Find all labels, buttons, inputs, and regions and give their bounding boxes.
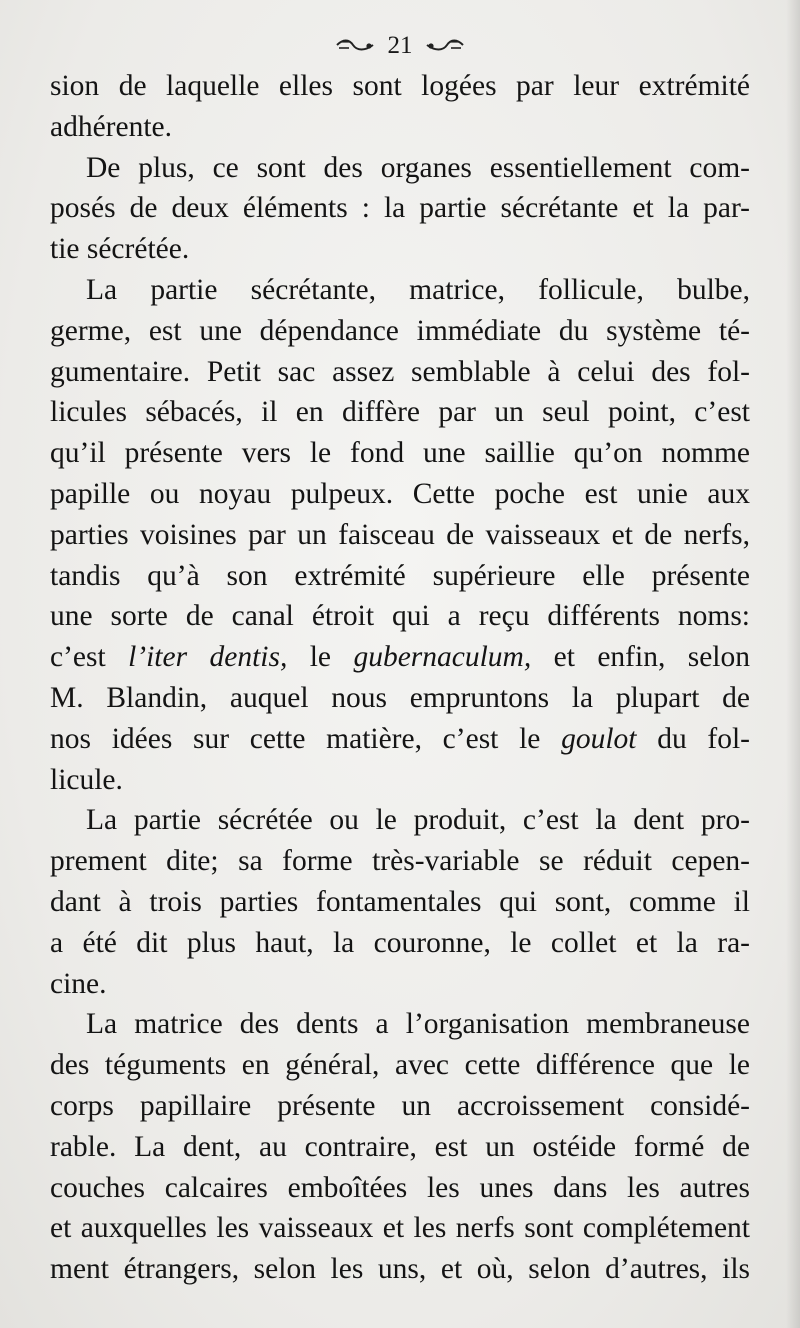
text-run: M. Blandin, auquel nous empruntons la plupart de [50, 681, 750, 714]
left-ornament-icon [335, 31, 375, 61]
text-run: tandis qu’à son extrémité supérieure elle présente [50, 559, 750, 592]
text-line [50, 678, 750, 719]
text-run: posés de deux éléments : la partie sécrétante et la par- [50, 192, 750, 225]
text-line [50, 1168, 750, 1209]
text-line [50, 1045, 750, 1086]
text-run: ment étrangers, selon les uns, et où, selon d’autres, ils [50, 1253, 750, 1286]
text-run: qu’il présente vers le fond une saillie qu’on nomme [50, 437, 750, 470]
text-line [50, 923, 750, 964]
text-line [50, 311, 750, 352]
italic-term: goulot [561, 722, 637, 755]
text-line [50, 107, 750, 148]
text-run: De plus, ce sont des organes essentiellement com- [86, 151, 750, 184]
text-line [50, 596, 750, 637]
text-run: et auxquelles les vaisseaux et les nerfs sont complétement [50, 1212, 750, 1245]
text-run: couches calcaires emboîtées les unes dans les autres [50, 1171, 750, 1204]
italic-term: gubernaculum, [353, 641, 532, 674]
text-run: gumentaire. Petit sac assez semblable à celui des fol- [50, 355, 750, 388]
page-header [0, 30, 800, 61]
text-line [50, 800, 750, 841]
text-line [50, 719, 750, 760]
text-run: licule. [50, 763, 123, 796]
text-run: et enfin, selon [531, 641, 750, 674]
text-run: prement dite; sa forme très-variable se réduit cepen- [50, 845, 750, 878]
text-line [50, 515, 750, 556]
text-line [50, 637, 750, 678]
text-line [50, 1208, 750, 1249]
text-run: nos idées sur cette matière, c’est le [50, 722, 562, 755]
text-line [50, 882, 750, 923]
text-line [50, 352, 750, 393]
text-run: La matrice des dents a l’organisation membraneuse [86, 1008, 750, 1041]
text-run: a été dit plus haut, la couronne, le collet et la ra- [50, 926, 750, 959]
text-run: La partie sécrétante, matrice, follicule, bulbe, [86, 273, 750, 306]
text-run: le [287, 641, 354, 674]
text-line [50, 964, 750, 1005]
text-run: dant à trois parties fontamentales qui sont, comme il [50, 885, 750, 918]
right-ornament-icon [425, 31, 465, 61]
text-run: sion de laquelle elles sont logées par leur extrémité [50, 70, 750, 102]
text-run: cine. [50, 967, 107, 1000]
text-line [50, 1004, 750, 1045]
text-run: parties voisines par un faisceau de vaisseaux et de nerfs, [50, 518, 750, 551]
text-line [50, 760, 750, 801]
text-line [50, 474, 750, 515]
text-line [50, 270, 750, 311]
text-run: une sorte de canal étroit qui a reçu différents noms: [50, 600, 750, 633]
text-line [50, 1086, 750, 1127]
text-run: des téguments en général, avec cette différence que le [50, 1049, 750, 1082]
text-line [50, 148, 750, 189]
text-run: rable. La dent, au contraire, est un ostéide formé de [50, 1130, 750, 1163]
text-run: papille ou noyau pulpeux. Cette poche est unie aux [50, 477, 750, 510]
text-run: tie sécrétée. [50, 233, 190, 266]
text-run: c’est [50, 641, 129, 674]
page-edge-shadow [786, 0, 800, 1328]
text-run: germe, est une dépendance immédiate du système té- [50, 314, 750, 347]
text-line [50, 841, 750, 882]
text-run: licules sébacés, il en diffère par un seul point, c’est [50, 396, 750, 429]
text-line [50, 229, 750, 270]
text-line [50, 433, 750, 474]
text-line [50, 556, 750, 597]
text-run: La partie sécrétée ou le produit, c’est la dent pro- [86, 804, 750, 837]
text-run: du fol- [636, 722, 750, 755]
text-line [50, 188, 750, 229]
text-line [50, 392, 750, 433]
page-number: 21 [387, 32, 413, 60]
text-line [50, 1127, 750, 1168]
text-run: adhérente. [50, 110, 173, 143]
body-text [50, 66, 750, 1290]
text-line [50, 1249, 750, 1290]
italic-term: l’iter dentis, [128, 641, 288, 674]
text-run: corps papillaire présente un accroissement considé- [50, 1089, 750, 1122]
text-line [50, 66, 750, 107]
